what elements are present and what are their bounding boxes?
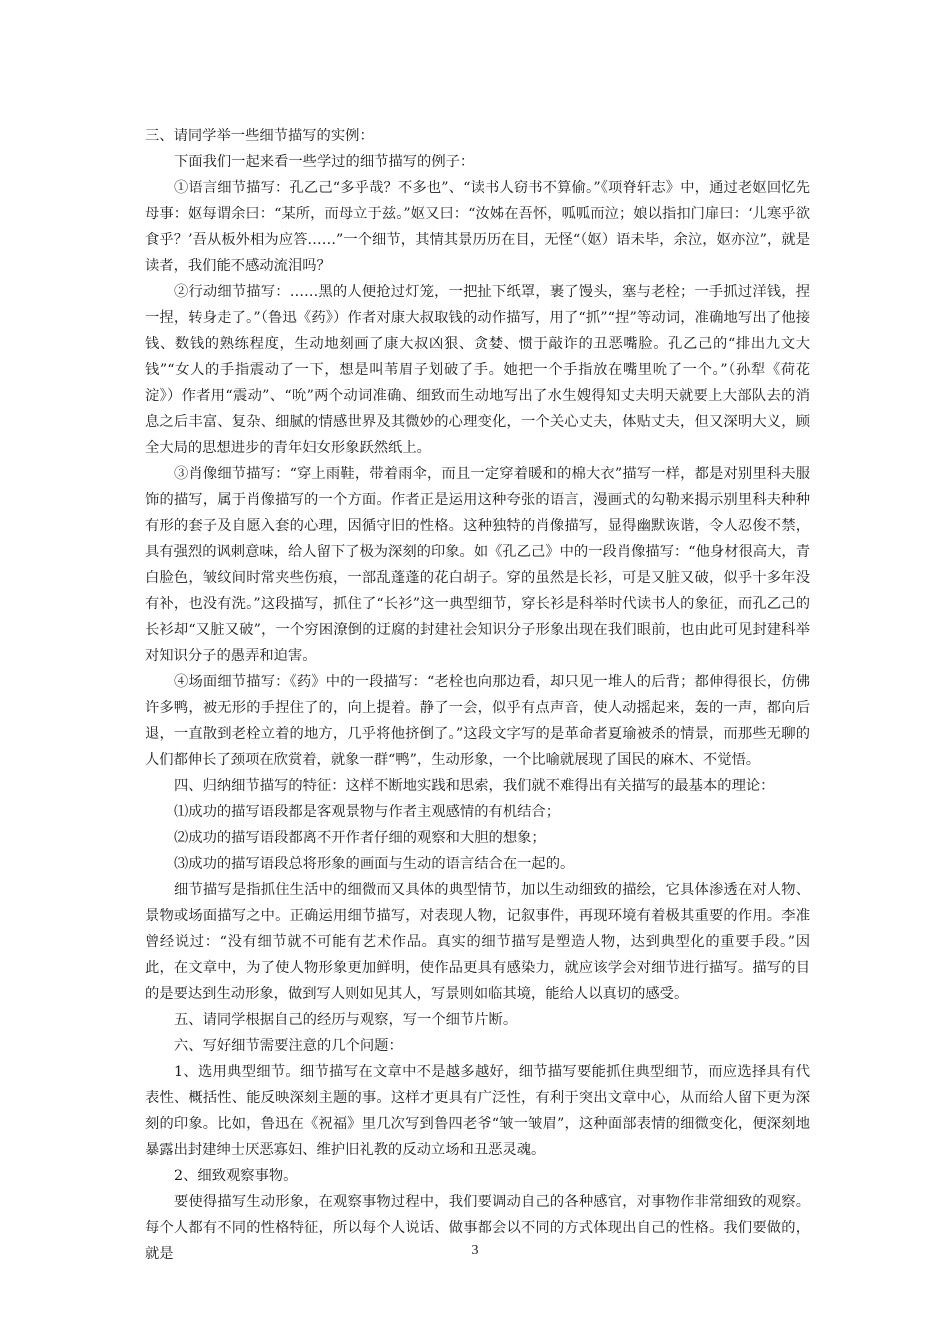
section-heading-3: 三、请同学举一些细节描写的实例： [145,128,374,144]
section-heading-4: 四、归纳细节描写的特征：这样不断地实践和思索，我们就不难得出有关描写的最基本的理论： [174,778,775,794]
paragraph: 细节描写是指抓住生活中的细微而又具体的典型情节，加以生动细致的描绘，它具体渗透在对人物、景物或场面描写之中。正确运用细节描写，对表现人物，记叙事件，再现环境有着极其重要的作用。李准曾经说过：“没有细节就不可能有艺术作品。真实的细节描写是塑造人物，达到典型化的重要手段。”因此，在文章中，为了使人物形象更加鲜明，使作品更具有感染力，就应该学会对细节进行描写。描写的目的是要达到生动形象，做到写人则如见其人，写景则如临其境，能给人以真切的感受。 [145,882,810,1002]
section-heading-5: 五、请同学根据自己的经历与观察，写一个细节片断。 [174,1012,518,1028]
paragraph: ④场面细节描写：《药》中的一段描写：“老栓也向那边看，却只见一堆人的后背；都伸得很长，仿佛许多鸭，被无形的手捏住了的，向上提着。静了一会，似乎有点声音，使人动摇起来，轰的一声，都向后退，一直散到老栓立着的地方，几乎将他挤倒了。”这段文字写的是革命者夏瑜被杀的情景，而那些无聊的人们都伸长了颈项在欣赏着，就象一群“鸭”，生动形象，一个比喻就展现了国民的麻木、不觉悟。 [145,674,810,768]
paragraph: ③肖像细节描写：“穿上雨鞋，带着雨伞，而且一定穿着暖和的棉大衣”描写一样，都是对别里科夫服饰的描写，属于肖像描写的一个方面。作者正是运用这种夸张的语言，漫画式的勾勒来揭示别里科夫种种有形的套子及自愿入套的心理，因循守旧的性格。这种独特的肖像描写，显得幽默诙谐，令人忍俊不禁，具有强烈的讽刺意味，给人留下了极为深刻的印象。如《孔乙己》中的一段肖像描写：“他身材很高大，青白脸色，皱纹间时常夹些伤痕，一部乱蓬蓬的花白胡子。穿的虽然是长衫，可是又脏又破，似乎十多年没有补，也没有洗。”这段描写，抓住了“长衫”这一典型细节，穿长衫是科举时代读书人的象征，而孔乙己的长衫却“又脏又破”，一个穷困潦倒的迂腐的封建社会知识分子形象出现在我们眼前，也由此可见封建科举对知识分子的愚弄和迫害。 [145,466,810,664]
section-heading-6: 六、写好细节需要注意的几个问题： [174,1038,403,1054]
paragraph: 要使得描写生动形象，在观察事物过程中，我们要调动自己的各种感官，对事物作非常细致的观察。每个人都有不同的性格特征，所以每个人说话、做事都会以不同的方式体现出自己的性格。我们要做的，就是 [145,1194,810,1262]
page-number: 3 [471,1243,479,1258]
paragraph: ②行动细节描写：……黑的人便抢过灯笼，一把扯下纸罩，裹了馒头，塞与老栓；一手抓过洋钱，捏一捏，转身走了。”（鲁迅《药》）作者对康大叔取钱的动作描写，用了“抓”“捏”等动词，准确地写出了他接钱、数钱的熟练程度，生动地刻画了康大叔凶狠、贪婪、惯于敲诈的丑恶嘴脸。孔乙己的“排出九文大钱”“女人的手指震动了一下，想是叫苇眉子划破了手。她把一个手指放在嘴里吮了一个。”（孙犁《荷花淀》）作者用“震动”、“吮”两个动词准确、细致而生动地写出了水生嫂得知丈夫明天就要上大部队去的消息之后丰富、复杂、细腻的情感世界及其微妙的心理变化，一个关心丈夫，体贴丈夫，但又深明大义，顾全大局的思想进步的青年妇女形象跃然纸上。 [145,284,810,456]
paragraph: 下面我们一起来看一些学过的细节描写的例子： [174,154,475,170]
paragraph: ①语言细节描写：孔乙己“多乎哉？不多也”、“读书人窃书不算偷。”《项脊轩志》中，通过老妪回忆先母事：妪每谓余曰：“某所，而母立于兹。”妪又曰：“汝姊在吾怀，呱呱而泣；娘以指扣门扉曰：‘儿寒乎欲食乎？’吾从板外相为应答……”一个细节，其情其景历历在目，无怪“（妪）语未毕，余泣，妪亦泣”，就是读者，我们能不感动流泪吗？ [145,180,810,274]
list-item: ⑴成功的描写语段都是客观景物与作者主观感情的有机结合； [174,804,561,820]
list-item: ⑵成功的描写语段都离不开作者仔细的观察和大胆的想象； [174,830,546,846]
document-body [145,123,810,1267]
list-item: ⑶成功的描写语段总将形象的画面与生动的语言结合在一起的。 [174,856,575,872]
paragraph: 1、选用典型细节。细节描写在文章中不是越多越好，细节描写要能抓住典型细节，而应选择具有代表性、概括性、能反映深刻主题的事。这样才更具有广泛性，有利于突出文章中心，从而给人留下更为深刻的印象。比如，鲁迅在《祝福》里几次写到鲁四老爷“皱一皱眉”，这种面部表情的细微变化，便深刻地暴露出封建绅士厌恶寡妇、维护旧礼教的反动立场和丑恶灵魂。 [145,1064,810,1158]
subheading: 2、细致观察事物。 [174,1168,298,1184]
